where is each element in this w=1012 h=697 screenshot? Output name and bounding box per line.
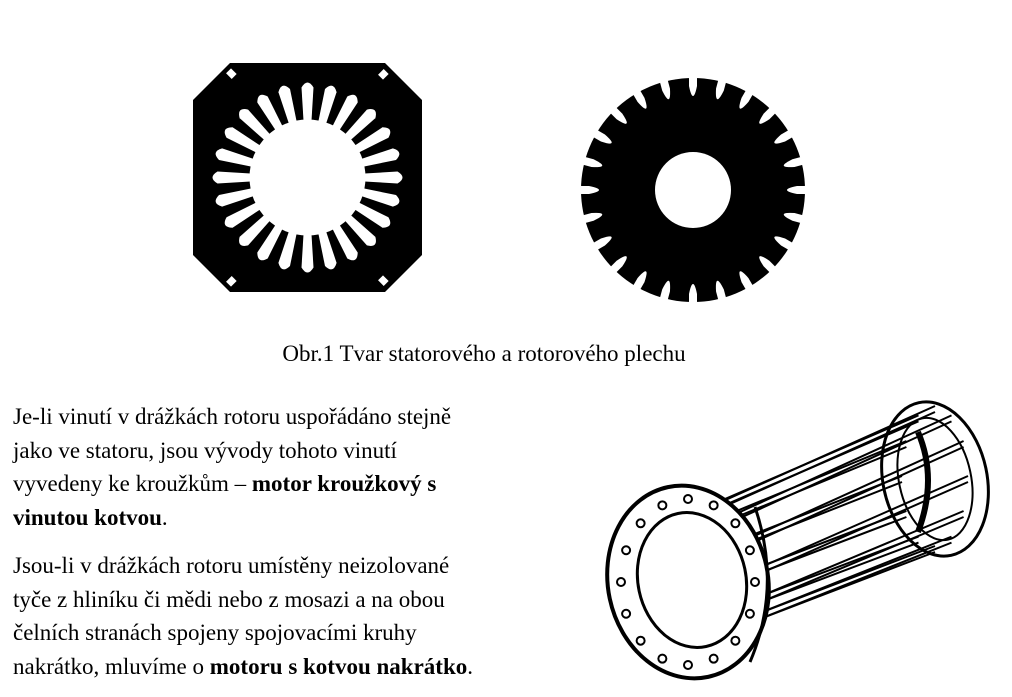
text-line: Je-li vinutí v drážkách rotoru uspořádáno stejně <box>13 404 452 429</box>
bolt-hole <box>710 501 718 509</box>
bolt-hole <box>731 519 739 527</box>
bolt-hole <box>622 610 630 618</box>
stator-slot-shape <box>365 172 403 184</box>
stator-slot-shape <box>213 172 251 184</box>
bolt-hole <box>746 546 754 554</box>
bold-term: motoru s kotvou nakrátko <box>209 653 468 679</box>
bolt-hole <box>637 637 645 645</box>
paragraph-wound-rotor <box>13 400 573 534</box>
text-line: čelních stranách spojeny spojovacími kruhy <box>13 620 417 645</box>
stator-slot <box>365 172 403 184</box>
stator-slot-shape <box>302 235 314 273</box>
figure-caption: Obr.1 Tvar statorového a rotorového plechu <box>282 341 686 366</box>
bolt-hole <box>751 578 759 586</box>
rotor-shaft-hole <box>655 152 731 228</box>
stator-slot <box>302 83 314 121</box>
bold-term: vinutou kotvou <box>13 504 162 530</box>
text-line: . <box>467 653 474 679</box>
bolt-hole <box>684 495 692 503</box>
bold-term: motor kroužkový s <box>251 471 437 496</box>
bolt-hole <box>658 655 666 663</box>
bolt-hole <box>731 637 739 645</box>
text-line: jako ve statoru, jsou vývody tohoto vinutí <box>13 437 397 463</box>
stator-slot-shape <box>302 83 314 121</box>
bolt-hole <box>684 661 692 669</box>
bolt-hole <box>746 610 754 618</box>
text-line: nakrátko, mluvíme o <box>13 653 210 679</box>
rotor-lamination-figure <box>578 75 808 305</box>
paragraph-squirrel-cage <box>13 549 613 683</box>
text-line: tyče z hliníku či mědi nebo z mosazi a na obou <box>13 586 445 612</box>
bolt-hole <box>637 519 645 527</box>
text-line: Jsou-li v drážkách rotoru umístěny neizolované <box>13 553 450 578</box>
bolt-hole <box>710 655 718 663</box>
bolt-hole <box>617 578 625 586</box>
text-line: vyvedeny ke kroužkům – <box>13 471 252 496</box>
stator-slot <box>302 235 314 273</box>
bolt-hole <box>658 501 666 509</box>
stator-lamination-figure <box>190 60 425 295</box>
stator-slot <box>213 172 251 184</box>
squirrel-cage-figure <box>600 392 1000 682</box>
text-line: . <box>161 504 168 530</box>
bolt-hole <box>622 546 630 554</box>
